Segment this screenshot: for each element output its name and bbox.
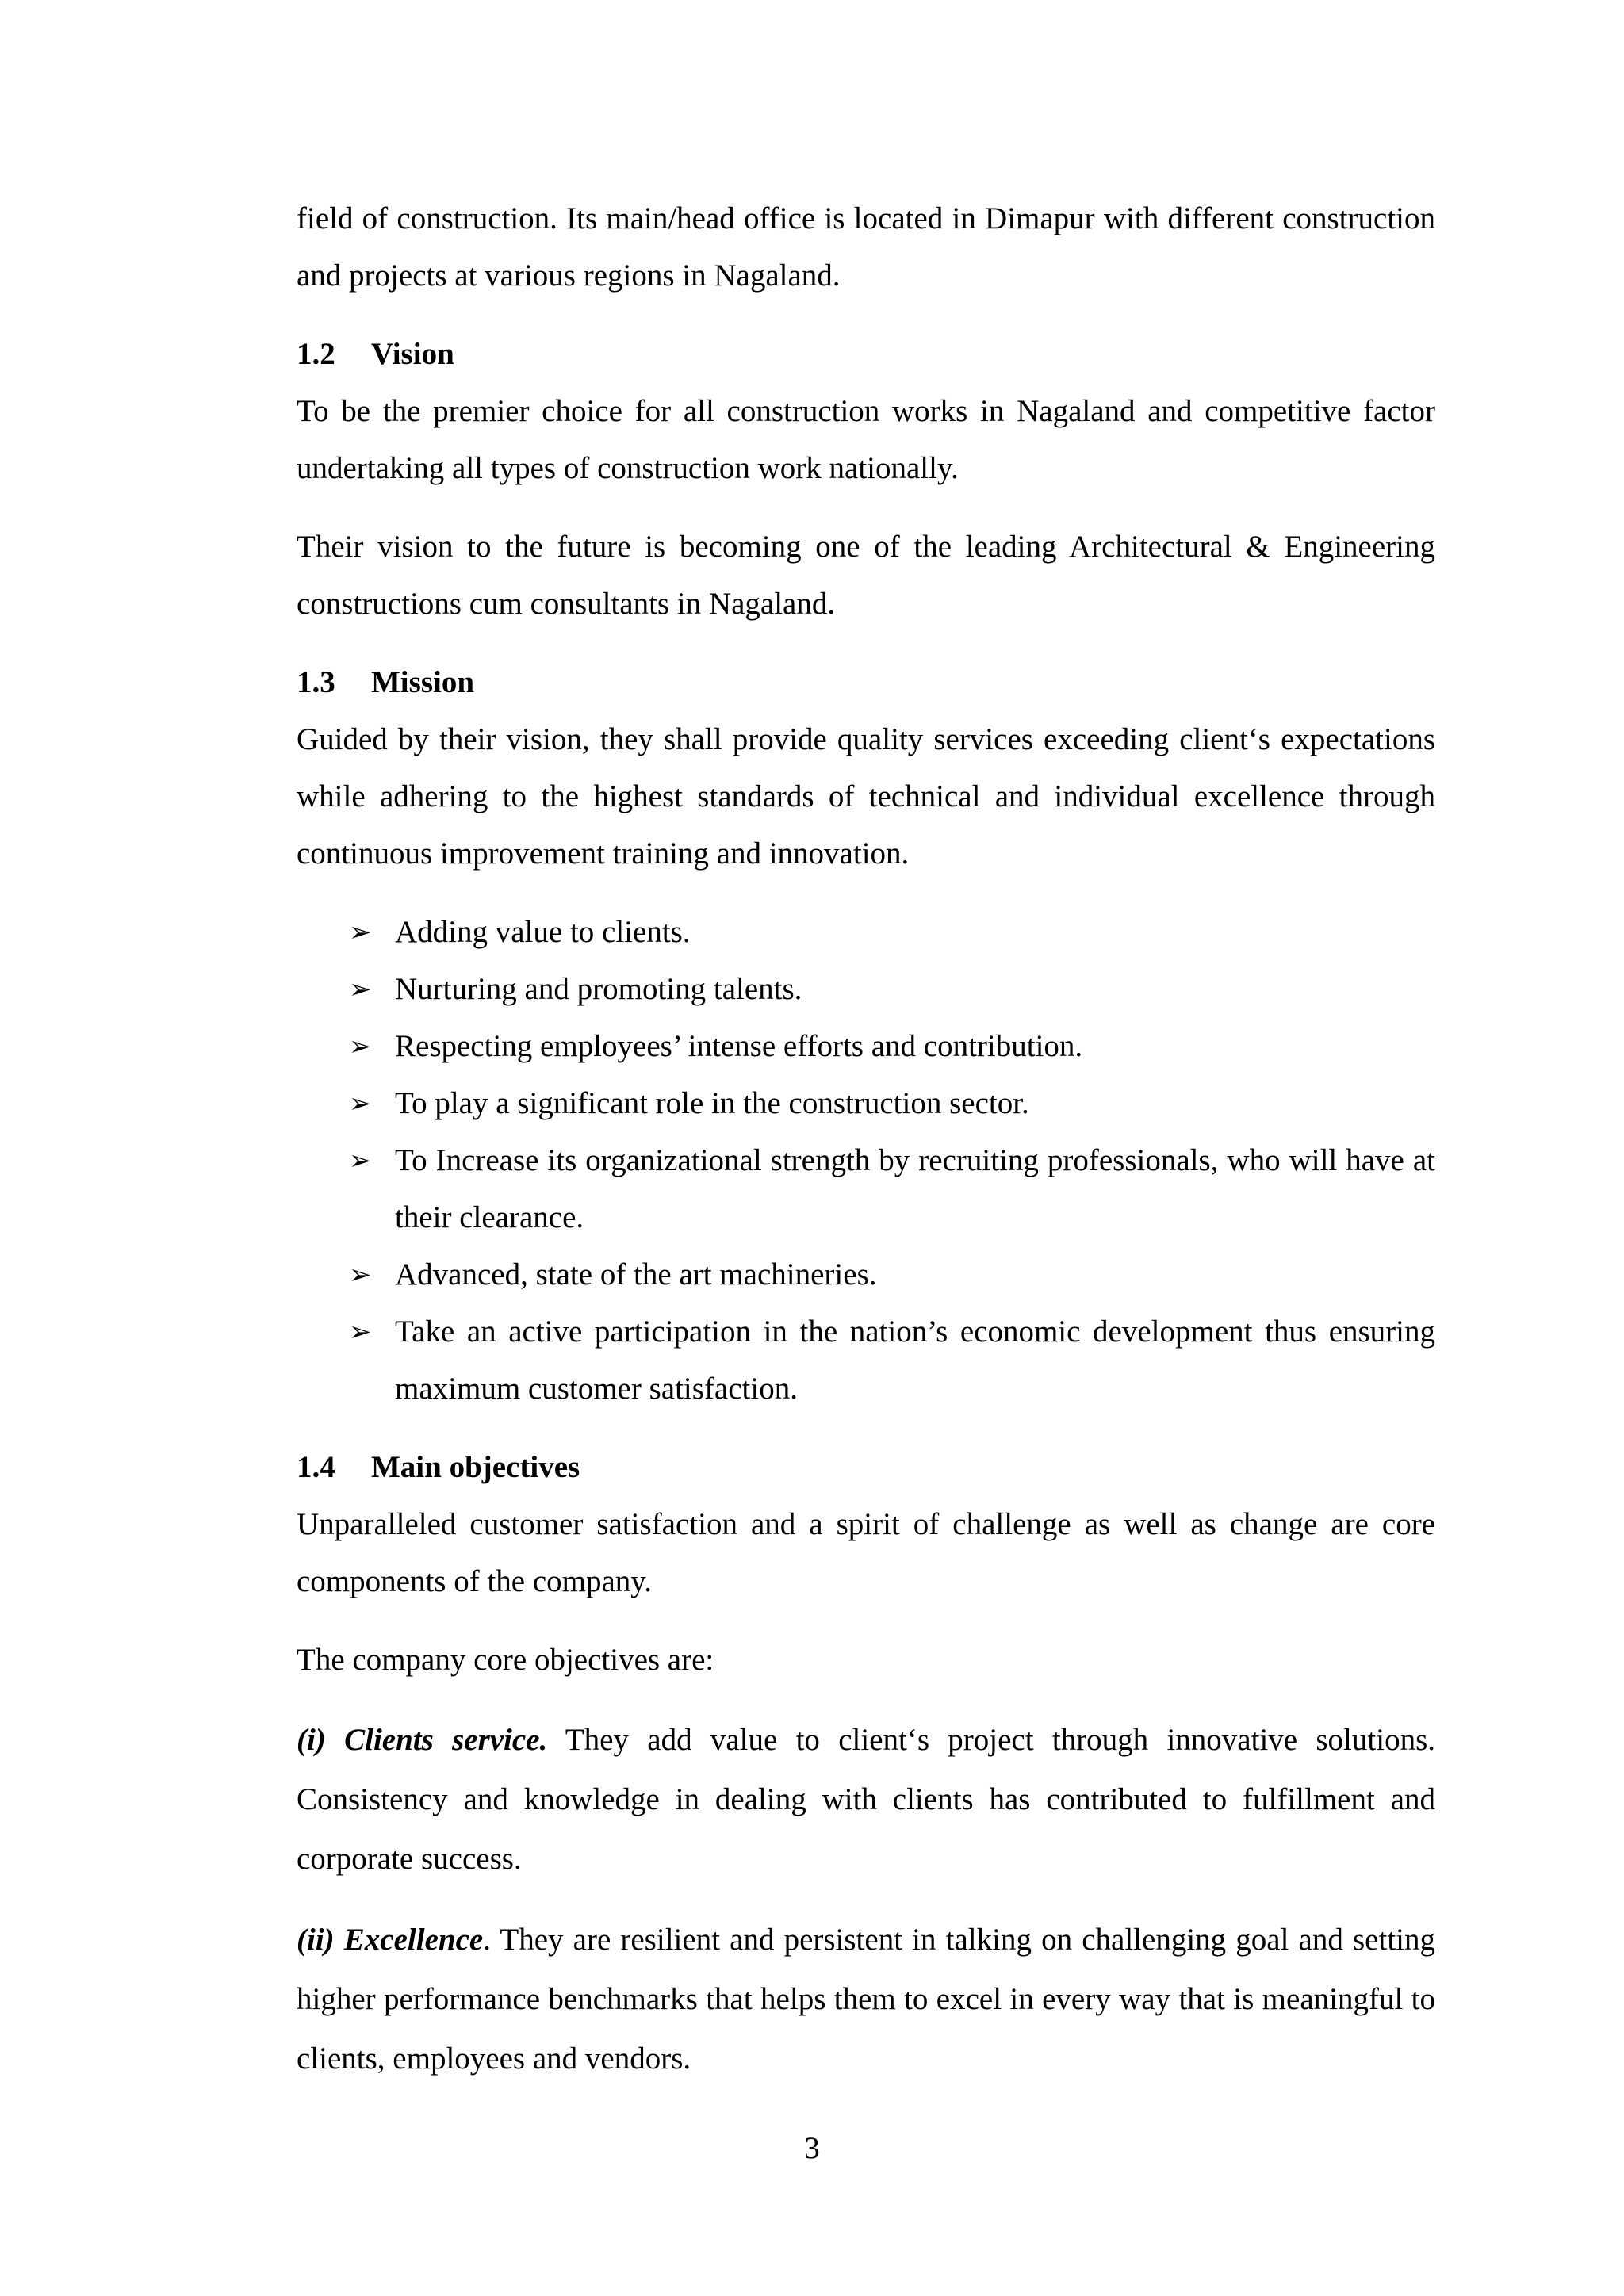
objective-text: They add value to client‘s project through innovative solutions. Consistency and knowledge in dealing with clients has contributed to fulfillment and corporate success.: [297, 1723, 1435, 1876]
list-item: ➢ To play a significant role in the construction sector.: [297, 1075, 1435, 1132]
objectives-paragraph-2: The company core objectives are:: [297, 1643, 714, 1677]
arrow-bullet-icon: ➢: [349, 1259, 372, 1291]
vision-paragraph-2: Their vision to the future is becoming one of the leading Architectural & Engineering constructions cum consultants in Nagaland.: [297, 530, 1435, 621]
objective-label: (i) Clients service.: [297, 1723, 548, 1757]
list-item: ➢ Adding value to clients.: [297, 904, 1435, 961]
document-body: [297, 190, 1435, 2088]
vision-paragraph-1: To be the premier choice for all construction works in Nagaland and competitive factor undertaking all types of construction work nationally.: [297, 394, 1435, 485]
section-title: Vision: [371, 337, 454, 371]
section-number: 1.3: [297, 665, 335, 699]
section-heading-vision: [297, 326, 1435, 383]
objective-item-excellence: [297, 1910, 1435, 2088]
list-item: ➢ Nurturing and promoting talents.: [297, 961, 1435, 1018]
list-item: ➢ Advanced, state of the art machineries.: [297, 1246, 1435, 1303]
objective-label: (ii) Excellence: [297, 1923, 484, 1957]
objective-item-clients-service: [297, 1710, 1435, 1888]
list-item: ➢ Take an active participation in the nation’s economic development thus ensuring maximum customer satisfaction.: [297, 1303, 1435, 1418]
list-item: ➢ Respecting employees’ intense efforts and contribution.: [297, 1018, 1435, 1075]
mission-paragraph: Guided by their vision, they shall provide quality services exceeding client‘s expectations while adhering to the highest standards of technical and individual excellence through continuous improvement training and innovation.: [297, 722, 1435, 871]
arrow-bullet-icon: ➢: [349, 1145, 372, 1177]
objective-text: . They are resilient and persistent in talking on challenging goal and setting higher performance benchmarks that helps them to excel in every way that is meaningful to clients, employees and vendors.: [297, 1923, 1435, 2076]
objectives-paragraph-1: Unparalleled customer satisfaction and a spirit of challenge as well as change are core components of the company.: [297, 1507, 1435, 1598]
section-number: 1.4: [297, 1450, 335, 1484]
section-number: 1.2: [297, 337, 335, 371]
arrow-bullet-icon: ➢: [349, 1088, 372, 1119]
mission-bullet-list: [297, 904, 1435, 1418]
page-number: 3: [804, 2131, 820, 2165]
section-heading-objectives: [297, 1439, 1435, 1496]
list-item: ➢ To Increase its organizational strength by recruiting professionals, who will have at their clearance.: [297, 1132, 1435, 1246]
arrow-bullet-icon: ➢: [349, 1031, 372, 1062]
arrow-bullet-icon: ➢: [349, 974, 372, 1005]
section-title: Mission: [371, 665, 475, 699]
arrow-bullet-icon: ➢: [349, 916, 372, 948]
section-heading-mission: [297, 654, 1435, 711]
section-title: Main objectives: [371, 1450, 580, 1484]
arrow-bullet-icon: ➢: [349, 1316, 372, 1348]
intro-paragraph: field of construction. Its main/head office is located in Dimapur with different construction and projects at various regions in Nagaland.: [297, 201, 1435, 293]
